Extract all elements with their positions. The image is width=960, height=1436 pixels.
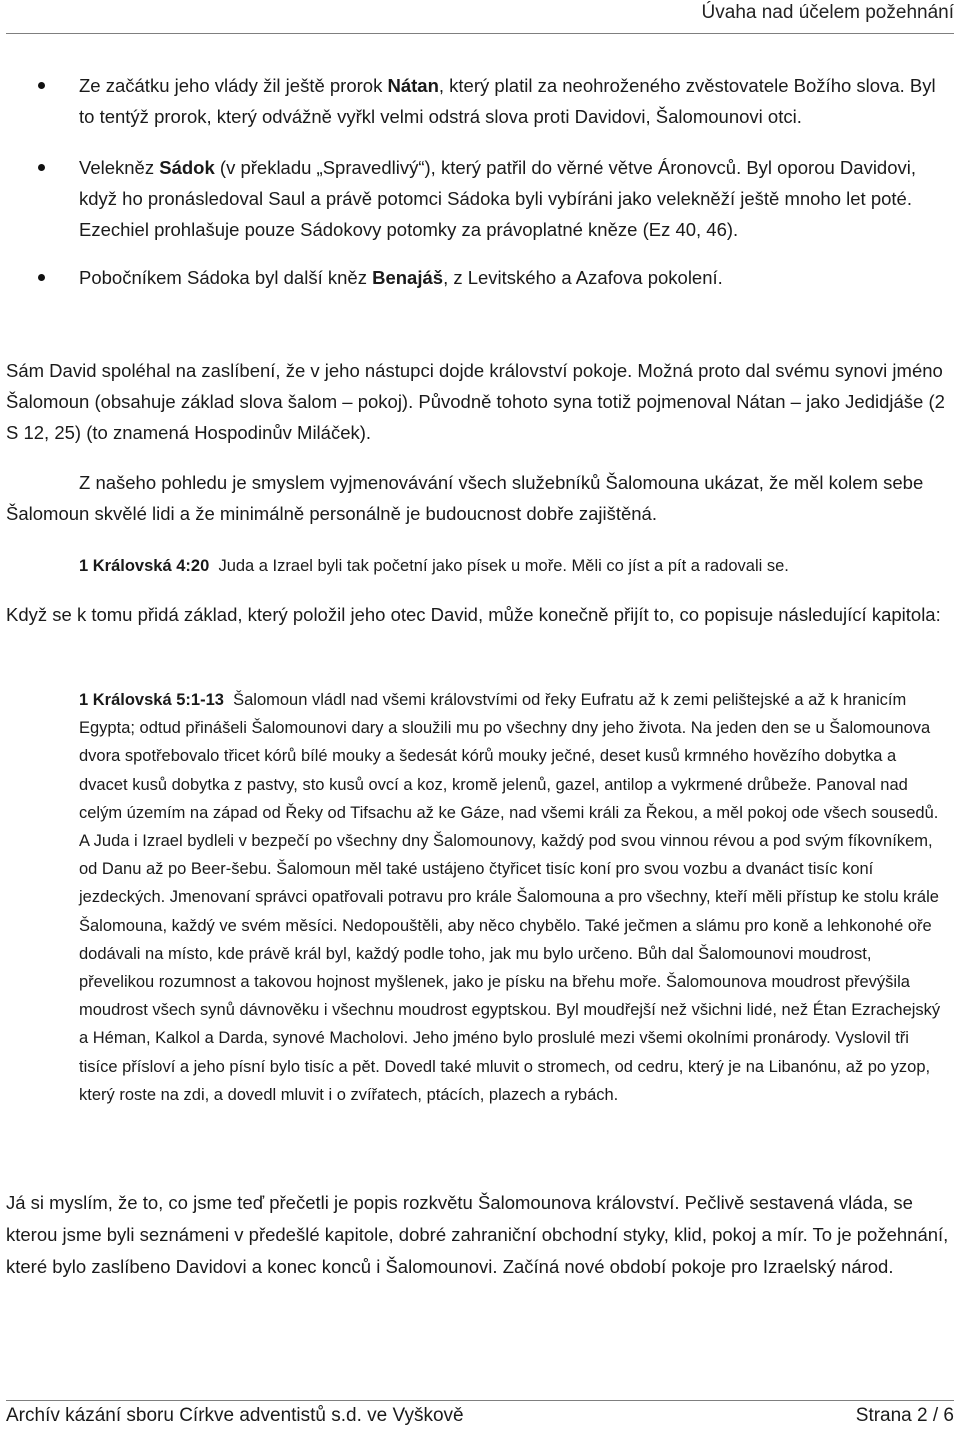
bullet-list	[0, 70, 960, 293]
bullet-text-pre: Ze začátku jeho vlády žil ještě prorok	[79, 75, 388, 96]
header-divider	[6, 33, 954, 34]
bullet-text-post: , který platil za neohroženého zvěstovatele Božího slova. Byl to tentýž prorok, který odvážně vyřkl velmi odstrá slova proti Davidovi, Šalomounovi otci.	[79, 75, 936, 127]
bullet-text	[79, 262, 940, 293]
bullet-text-pre: Pobočníkem Sádoka byl další kněz	[79, 267, 373, 288]
paragraph-david: Sám David spoléhal na zaslíbení, že v jeho nástupci dojde království pokoje. Možná proto dal svému synovi jméno Šalomoun (obsahuje základ slova šalom – pokoj). Původně tohoto syna totiž pojmenoval Nátan – jako Jedidjáše (2 S 12, 25) (to znamená Hospodinův Miláček).	[6, 360, 945, 443]
verse-reference: 1 Královská 5:1-13	[79, 691, 224, 709]
verse-text: Šalomoun vládl nad všemi královstvími od řeky Eufratu až k zemi pelištejské a až k hranicím Egypta; odtud přinášeli Šalomounovi dary a sloužili mu po všechny dny jeho života. Na jeden den se u Šalomounova dvora spotřebovalo třicet kórů bílé mouky a šedesát kórů mouky ječné, deset kusů krmného hovězího dobytka a dvacet kusů dobytka z pastvy, sto kusů ovcí a koz, kromě jelenů, gazel, antilop a vykrmené drůbeže. Panoval nad celým územím na západ od Řeky od Tifsachu až ke Gáze, nad všemi králi za Řekou, a měl pokoj ode všech sousedů. A Juda i Izrael bydleli v bezpečí po všechny dny Šalomounovy, každý pod svou vinnou révou a pod svým fíkovníkem, od Danu až po Beer-šebu. Šalomoun měl také ustájeno čtyřicet tisíc koní pro svou vozbu a dvanáct tisíc koní jezdeckých. Jmenovaní správci opatřovali potravu pro krále Šalomouna a pro všechny, kteří měli přístup ke stolu krále Šalomouna, každý ve svém měsíci. Nedopouštěli, aby něco chybělo. Také ječmen a slámu pro koně a lehkonohé oře dodávali na místo, kde právě král byl, každý podle toho, jak mu bylo určeno. Bůh dal Šalomounovi moudrost, převelikou rozumnost a takovou hojnost myšlenek, jako je písku na břehu moře. Šalomounova moudrost převýšila moudrost všech synů dávnověku i všechnu moudrost egyptskou. Byl moudřejší než všichni lidé, než Étan Ezrachejský a Héman, Kalkol a Darda, synové Macholovi. Jeho jméno bylo proslulé mezi všemi okolními pronárody. Vyslovil tři tisíce přísloví a jeho písní bylo tisíc a pět. Dovedl také mluvit o stromech, od cedru, který je na Libanónu, až po yzop, který roste na zdi, a dovedl mluvit i o zvířatech, ptácích, plazech a rybách.	[79, 691, 941, 1104]
bullet-text	[79, 70, 940, 132]
bible-quote-1kings-4-20	[79, 553, 950, 579]
bullet-item-benajas	[0, 262, 960, 293]
bible-quote-1kings-5-1-13	[79, 686, 942, 1109]
bullet-text-bold: Benajáš	[372, 267, 444, 288]
bullet-text	[79, 152, 940, 245]
verse-text: Juda a Izrael byli tak početní jako písek u moře. Měli co jíst a pít a radovali se.	[218, 557, 789, 575]
bullet-text-pre: Velekněz	[79, 157, 160, 178]
footer-divider	[6, 1400, 954, 1401]
bullet-dot-icon	[38, 82, 45, 89]
bullet-item-sadok	[0, 152, 960, 245]
bullet-text-post: , z Levitského a Azafova pokolení.	[443, 267, 723, 288]
bullet-dot-icon	[38, 164, 45, 171]
bullet-dot-icon	[38, 274, 45, 281]
paragraph-transition: Když se k tomu přidá základ, který položil jeho otec David, může konečně přijít to, co popisuje následující kapitola:	[6, 604, 941, 625]
bullet-text-post: (v překladu „Spravedlivý“), který patřil do věrné větve Áronovců. Byl oporou Davidovi, když ho pronásledoval Saul a právě potomci Sádoka byli vybíráni jako velekněží ještě mnoho let poté. Ezechiel prohlašuje pouze Sádokovy potomky za právoplatné kněze (Ez 40, 46).	[79, 157, 917, 240]
page-number: Strana 2 / 6	[855, 1405, 954, 1426]
paragraph-servants: Z našeho pohledu je smyslem vyjmenovávání všech služebníků Šalomouna ukázat, že měl kolem sebe Šalomoun skvělé lidi a že minimálně personálně je budoucnost dobře zajištěná.	[6, 472, 924, 524]
verse-reference: 1 Královská 4:20	[79, 557, 210, 575]
running-header: Úvaha nad účelem požehnání	[701, 2, 954, 23]
footer-source: Archív kázání sboru Církve adventistů s.d. ve Vyškově	[6, 1405, 464, 1426]
paragraph-conclusion: Já si myslím, že to, co jsme teď přečetli je popis rozkvětu Šalomounova království. Pečlivě sestavená vláda, se kterou jsme byli seznámeni v předešlé kapitole, dobré zahraniční obchodní styky, klid, pokoj a mír. To je požehnání, které bylo zaslíbeno Davidovi a konec konců i Šalomounovi. Začíná nové období pokoje pro Izraelský národ.	[6, 1192, 949, 1277]
bullet-item-natan	[0, 70, 960, 132]
bullet-text-bold: Nátan	[387, 75, 439, 96]
bullet-text-bold: Sádok	[159, 157, 215, 178]
